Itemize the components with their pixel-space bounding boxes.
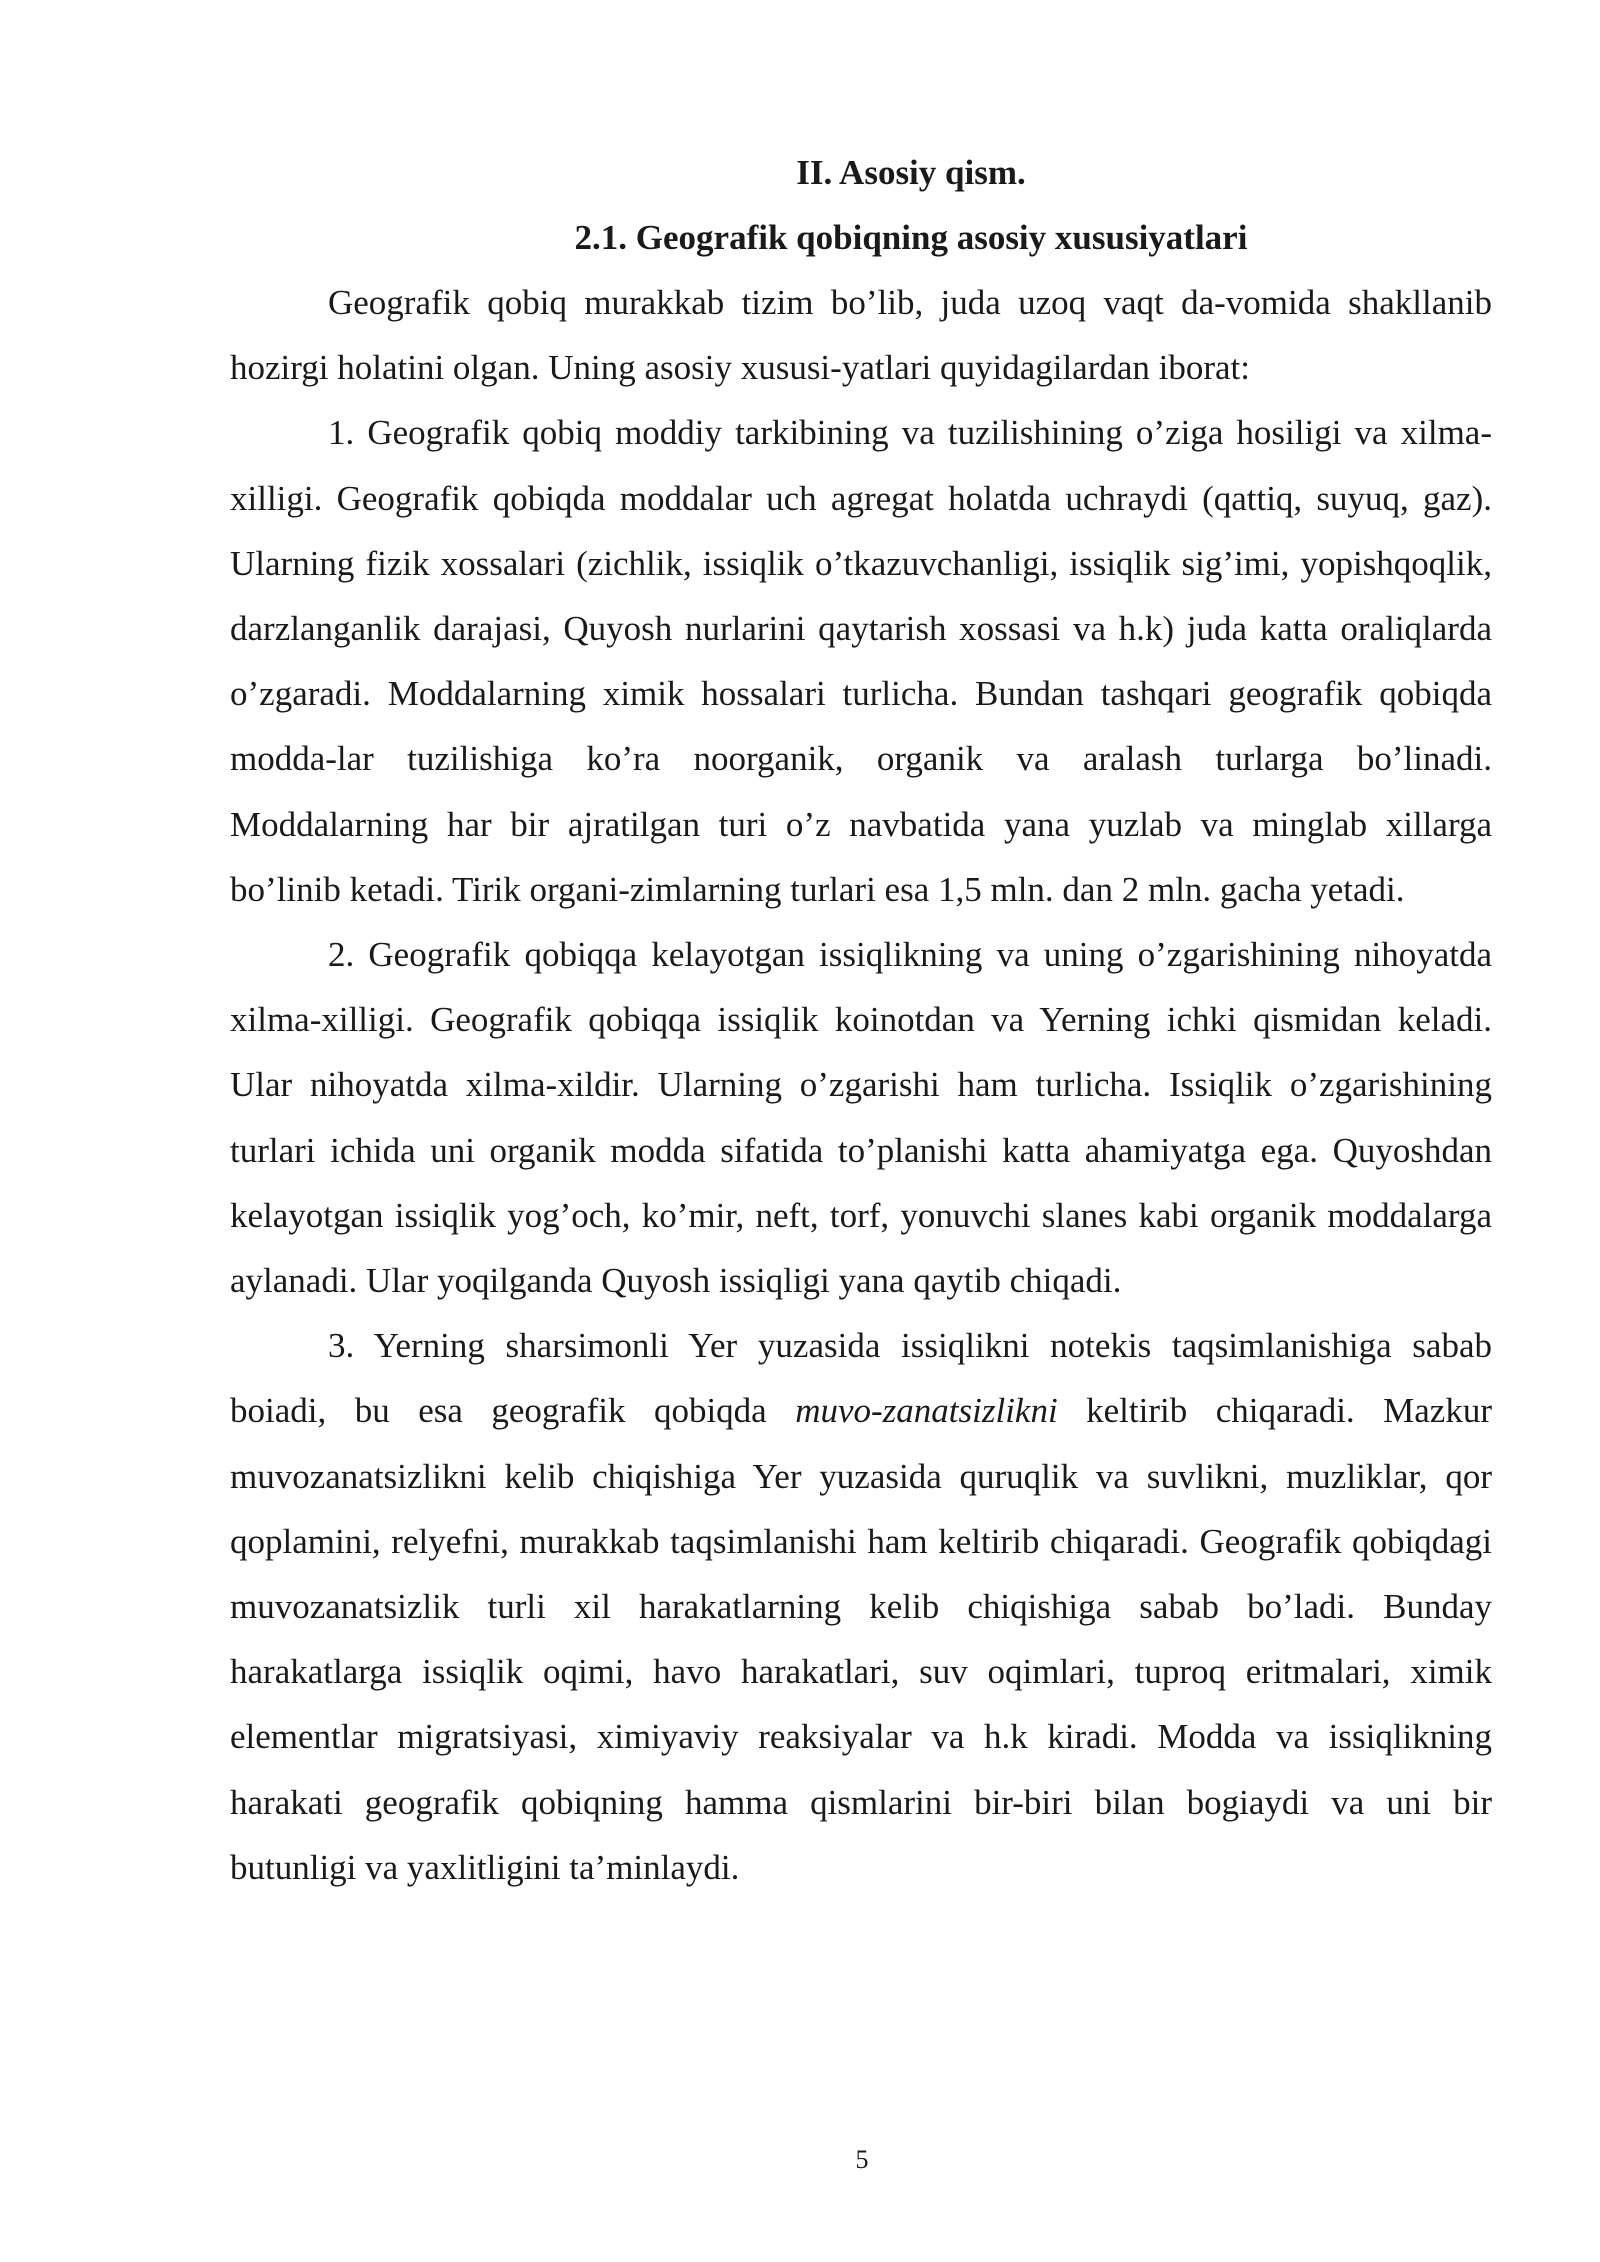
- paragraph-intro: Geografik qobiq murakkab tizim bo’lib, juda uzoq vaqt da-vomida shakllanib hozirgi holatini olgan. Uning asosiy xususi-yatlari quyidagilardan iborat:: [230, 283, 1492, 388]
- subsection-title: 2.1. Geografik qobiqning asosiy xususiyatlari: [574, 218, 1248, 257]
- paragraph-point-3-start: 3. Yerning sharsimonli Yer yuzasida issiqlikni notekis taqsimlanishiga sabab boiadi, bu esa geografik qobiqda: [230, 1326, 1492, 1431]
- page-number: 5: [855, 2145, 869, 2174]
- paragraph-point-2: 2. Geografik qobiqqa kelayotgan issiqlikning va uning o’zgarishining nihoyatda xilma-xilligi. Geografik qobiqqa issiqlik koinotdan va Yerning ichki qismidan keladi. Ular nihoyatda xilma-xildir. Ularning o’zgarishi ham turlicha. Issiqlik o’zgarishining turlari ichida uni organik modda sifatida to’planishi katta ahamiyatga ega. Quyoshdan kelayotgan issiqlik yog’och, ko’mir, neft, torf, yonuvchi slanes kabi organik moddalarga aylanadi. Ular yoqilganda Quyosh issiqligi yana qaytib chiqadi.: [230, 935, 1492, 1301]
- page-content: [230, 140, 1492, 1900]
- italic-term: muvo-zanatsizlikni: [795, 1391, 1058, 1431]
- paragraph-point-3: [230, 1313, 1492, 1900]
- section-title: II. Asosiy qism.: [796, 153, 1026, 192]
- paragraph-point-1: 1. Geografik qobiq moddiy tarkibining va tuzilishining o’ziga hosiligi va xilma-xilligi. Geografik qobiqda moddalar uch agregat holatda uchraydi (qattiq, suyuq, gaz). Ularning fizik xossalari (zichlik, issiqlik o’tkazuvchanligi, issiqlik sig’imi, yopishqoqlik, darzlanganlik darajasi, Quyosh nurlarini qaytarish xossasi va h.k) juda katta oraliqlarda o’zgaradi. Moddalarning ximik hossalari turlicha. Bundan tashqari geografik qobiqda modda-lar tuzilishiga ko’ra noorganik, organik va aralash turlarga bo’linadi. Moddalarning har bir ajratilgan turi o’z navbatida yana yuzlab va minglab xillarga bo’linib ketadi. Tirik organi-zimlarning turlari esa 1,5 mln. dan 2 mln. gacha yetadi.: [230, 413, 1492, 909]
- paragraph-point-3-end: keltirib chiqaradi. Mazkur muvozanatsizlikni kelib chiqishiga Yer yuzasida quruqlik va suvlikni, muzliklar, qor qoplamini, relyefni, murakkab taqsimlanishi ham keltirib chiqaradi. Geografik qobiqdagi muvozanatsizlik turli xil harakatlarning kelib chiqishiga sabab bo’ladi. Bunday harakatlarga issiqlik oqimi, havo harakatlari, suv oqimlari, tuproq eritmalari, ximik elementlar migratsiyasi, ximiyaviy reaksiyalar va h.k kiradi. Modda va issiqlikning harakati geografik qobiqning hamma qismlarini bir-biri bilan bogiaydi va uni bir butunligi va yaxlitligini ta’minlaydi.: [230, 1391, 1492, 1887]
